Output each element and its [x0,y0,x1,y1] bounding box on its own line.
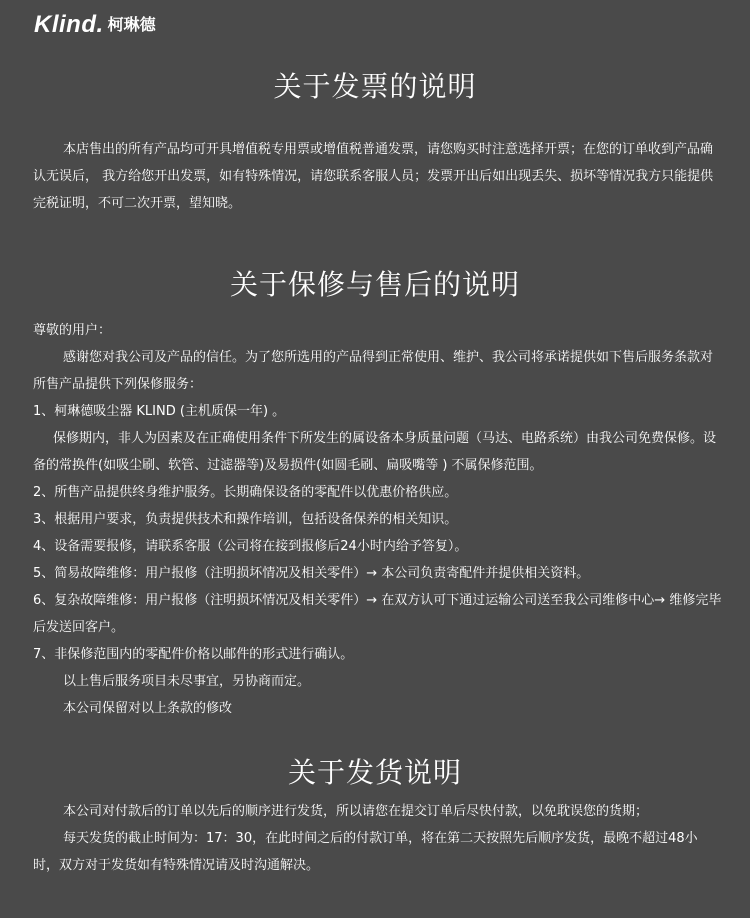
shipping-content [33,798,723,879]
warranty-item-3: 3、根据用户要求，负责提供技术和操作培训，包括设备保养的相关知识。 [33,512,458,527]
logo-chinese-name: 柯琳德 [107,15,156,34]
warranty-item-1-detail: 保修期内，非人为因素及在正确使用条件下所发生的属设备本身质量问题（马达、电路系统）由我公司免费保修。设备的常换件(如吸尘刷、软管、过滤器等)及易损件(如圆毛刷、扁吸嘴等 ) 不属保修范围。 [33,431,717,473]
brand-logo [34,11,156,39]
warranty-item-4: 4、设备需要报修，请联系客服（公司将在接到报修后24小时内给予答复）。 [33,539,468,554]
warranty-closing-note: 以上售后服务项目未尽事宜，另协商而定。 [63,674,311,689]
warranty-item-6: 6、复杂故障维修：用户报修（注明损坏情况及相关零件）→ 在双方认可下通过运输公司送至我公司维修中心→ 维修完毕后发送回客户。 [33,593,722,635]
invoice-description: 本店售出的所有产品均可开具增值税专用票或增值税普通发票，请您购买时注意选择开票；在您的订单收到产品确认无误后， 我方给您开出发票，如有特殊情况，请您联系客服人员；发票开出后如出现丢失、损坏等情况我方只能提供完税证明，不可二次开票，望知晓。 [33,142,714,211]
warranty-item-7: 7、非保修范围内的零配件价格以邮件的形式进行确认。 [33,647,354,662]
warranty-intro: 感谢您对我公司及产品的信任。为了您所选用的产品得到正常使用、维护、我公司将承诺提供如下售后服务条款对所售产品提供下列保修服务： [33,350,714,392]
warranty-item-2: 2、所售产品提供终身维护服务。长期确保设备的零配件以优惠价格供应。 [33,485,458,500]
warranty-modification-note: 本公司保留对以上条款的修改 [63,701,233,716]
warranty-section-title: 关于保修与售后的说明 [229,268,520,301]
shipping-cutoff-policy: 每天发货的截止时间为：17：30，在此时间之后的付款订单，将在第二天按照先后顺序发货，最晚不超过48小时，双方对于发货如有特殊情况请及时沟通解决。 [33,831,698,873]
logo-wordmark: Klind. [34,11,104,38]
invoice-section-title: 关于发票的说明 [273,70,477,103]
shipping-section-title: 关于发货说明 [287,756,462,789]
warranty-content [33,317,723,722]
warranty-item-5: 5、简易故障维修：用户报修（注明损坏情况及相关零件）→ 本公司负责寄配件并提供相关资料。 [33,566,590,581]
warranty-greeting: 尊敬的用户： [33,323,112,338]
shipping-order-policy: 本公司对付款后的订单以先后的顺序进行发货，所以请您在提交订单后尽快付款，以免耽误您的货期； [63,804,649,819]
warranty-item-1: 1、柯琳德吸尘器 KLIND (主机质保一年) 。 [33,404,286,419]
